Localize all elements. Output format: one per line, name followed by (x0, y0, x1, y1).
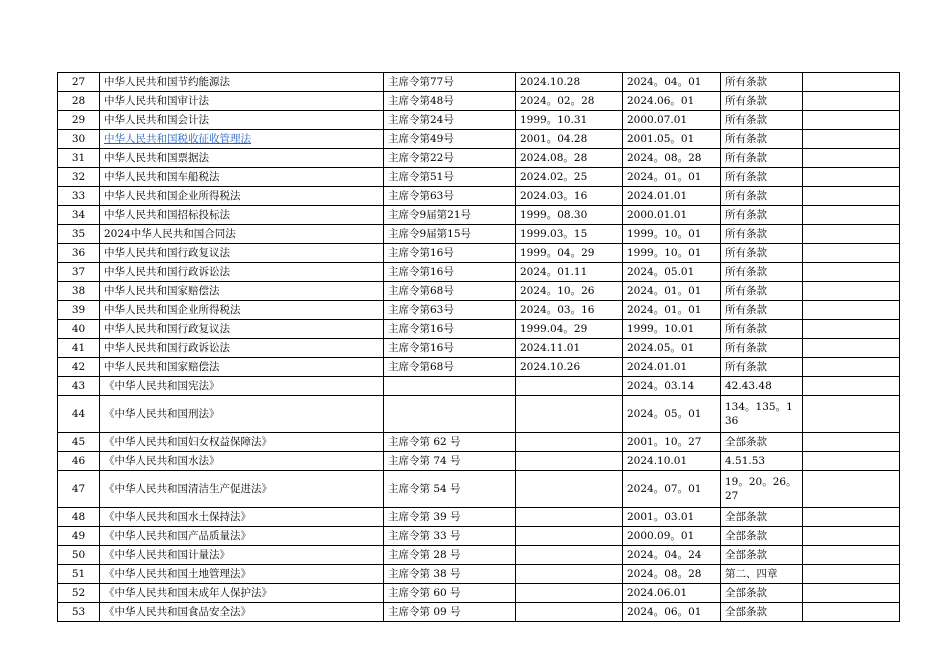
effective-date-cell: 2024.05。01 (623, 339, 721, 358)
applicable-clauses-cell: 所有条款 (721, 111, 803, 130)
table-row (58, 244, 900, 263)
row-number-cell: 39 (58, 301, 100, 320)
row-number-cell: 33 (58, 187, 100, 206)
law-name-cell: 中华人民共和国会计法 (100, 111, 384, 130)
remarks-cell (803, 358, 900, 377)
table-row (58, 320, 900, 339)
applicable-clauses-cell: 全部条款 (721, 527, 803, 546)
decree-number-cell: 主席令第16号 (384, 320, 516, 339)
issue-date-cell: 2024。01.11 (516, 263, 623, 282)
row-number-cell: 29 (58, 111, 100, 130)
remarks-cell (803, 111, 900, 130)
remarks-cell (803, 377, 900, 396)
applicable-clauses-cell: 134。135。136 (721, 396, 803, 433)
law-name-cell: 《中华人民共和国宪法》 (100, 377, 384, 396)
remarks-cell (803, 92, 900, 111)
law-name-cell: 《中华人民共和国水法》 (100, 452, 384, 471)
effective-date-cell: 2024。05。01 (623, 396, 721, 433)
issue-date-cell: 2001。04.28 (516, 130, 623, 149)
applicable-clauses-cell: 19。20。26。27 (721, 471, 803, 508)
row-number-cell: 47 (58, 471, 100, 508)
table-row (58, 225, 900, 244)
applicable-clauses-cell: 所有条款 (721, 92, 803, 111)
law-name-cell: 《中华人民共和国妇女权益保障法》 (100, 433, 384, 452)
applicable-clauses-cell: 所有条款 (721, 301, 803, 320)
table-row (58, 282, 900, 301)
regulations-table-body (58, 73, 900, 622)
issue-date-cell (516, 452, 623, 471)
remarks-cell (803, 263, 900, 282)
issue-date-cell: 1999。04。29 (516, 244, 623, 263)
effective-date-cell: 1999。10。01 (623, 244, 721, 263)
row-number-cell: 30 (58, 130, 100, 149)
law-name-cell: 《中华人民共和国水土保持法》 (100, 508, 384, 527)
issue-date-cell: 2024。02。28 (516, 92, 623, 111)
remarks-cell (803, 149, 900, 168)
remarks-cell (803, 396, 900, 433)
row-number-cell: 34 (58, 206, 100, 225)
law-name-cell: 《中华人民共和国产品质量法》 (100, 527, 384, 546)
remarks-cell (803, 130, 900, 149)
law-name-cell: 《中华人民共和国清洁生产促进法》 (100, 471, 384, 508)
issue-date-cell (516, 603, 623, 622)
applicable-clauses-cell: 所有条款 (721, 168, 803, 187)
remarks-cell (803, 168, 900, 187)
table-row (58, 130, 900, 149)
decree-number-cell: 主席令第63号 (384, 187, 516, 206)
decree-number-cell: 主席令第 38 号 (384, 565, 516, 584)
issue-date-cell: 2024.02。25 (516, 168, 623, 187)
applicable-clauses-cell: 所有条款 (721, 149, 803, 168)
remarks-cell (803, 433, 900, 452)
law-name-cell: 中华人民共和国招标投标法 (100, 206, 384, 225)
issue-date-cell (516, 471, 623, 508)
issue-date-cell: 2024.11.01 (516, 339, 623, 358)
table-row (58, 546, 900, 565)
effective-date-cell: 2001。10。27 (623, 433, 721, 452)
law-name-cell: 《中华人民共和国未成年人保护法》 (100, 584, 384, 603)
decree-number-cell: 主席令第77号 (384, 73, 516, 92)
law-name-cell: 中华人民共和国企业所得税法 (100, 301, 384, 320)
remarks-cell (803, 471, 900, 508)
remarks-cell (803, 584, 900, 603)
row-number-cell: 42 (58, 358, 100, 377)
decree-number-cell (384, 396, 516, 433)
row-number-cell: 52 (58, 584, 100, 603)
decree-number-cell (384, 377, 516, 396)
law-name-cell: 中华人民共和国行政复议法 (100, 320, 384, 339)
applicable-clauses-cell: 42.43.48 (721, 377, 803, 396)
effective-date-cell: 2024.10.01 (623, 452, 721, 471)
row-number-cell: 31 (58, 149, 100, 168)
law-name-link[interactable]: 中华人民共和国税收征收管理法 (104, 133, 251, 145)
applicable-clauses-cell: 所有条款 (721, 320, 803, 339)
applicable-clauses-cell: 全部条款 (721, 584, 803, 603)
remarks-cell (803, 301, 900, 320)
effective-date-cell: 2024.06。01 (623, 92, 721, 111)
effective-date-cell: 2024。06。01 (623, 603, 721, 622)
row-number-cell: 37 (58, 263, 100, 282)
remarks-cell (803, 73, 900, 92)
remarks-cell (803, 546, 900, 565)
row-number-cell: 53 (58, 603, 100, 622)
table-row (58, 452, 900, 471)
remarks-cell (803, 225, 900, 244)
issue-date-cell: 2024.10.26 (516, 358, 623, 377)
row-number-cell: 50 (58, 546, 100, 565)
row-number-cell: 27 (58, 73, 100, 92)
applicable-clauses-cell: 所有条款 (721, 130, 803, 149)
row-number-cell: 44 (58, 396, 100, 433)
law-name-cell: 中华人民共和国行政复议法 (100, 244, 384, 263)
effective-date-cell: 2001。03.01 (623, 508, 721, 527)
law-name-cell: 中华人民共和国节约能源法 (100, 73, 384, 92)
decree-number-cell: 主席令第 74 号 (384, 452, 516, 471)
table-row (58, 263, 900, 282)
law-name-cell: 中华人民共和国行政诉讼法 (100, 339, 384, 358)
decree-number-cell: 主席令第 09 号 (384, 603, 516, 622)
law-name-cell: 中华人民共和国票据法 (100, 149, 384, 168)
issue-date-cell: 1999。08.30 (516, 206, 623, 225)
decree-number-cell: 主席令第16号 (384, 339, 516, 358)
applicable-clauses-cell: 所有条款 (721, 282, 803, 301)
law-name-cell: 中华人民共和国行政诉讼法 (100, 263, 384, 282)
row-number-cell: 36 (58, 244, 100, 263)
remarks-cell (803, 508, 900, 527)
issue-date-cell: 2024.03。16 (516, 187, 623, 206)
applicable-clauses-cell: 第二、四章 (721, 565, 803, 584)
law-name-cell: 2024中华人民共和国合同法 (100, 225, 384, 244)
remarks-cell (803, 339, 900, 358)
effective-date-cell: 2024。07。01 (623, 471, 721, 508)
issue-date-cell: 2024。10。26 (516, 282, 623, 301)
remarks-cell (803, 320, 900, 339)
issue-date-cell: 2024。03。16 (516, 301, 623, 320)
effective-date-cell: 2001.05。01 (623, 130, 721, 149)
row-number-cell: 46 (58, 452, 100, 471)
decree-number-cell: 主席令第49号 (384, 130, 516, 149)
table-row (58, 339, 900, 358)
issue-date-cell: 2024.08。28 (516, 149, 623, 168)
row-number-cell: 45 (58, 433, 100, 452)
law-name-cell: 《中华人民共和国刑法》 (100, 396, 384, 433)
row-number-cell: 51 (58, 565, 100, 584)
issue-date-cell: 1999.04。29 (516, 320, 623, 339)
table-row (58, 527, 900, 546)
applicable-clauses-cell: 全部条款 (721, 603, 803, 622)
law-name-cell: 《中华人民共和国食品安全法》 (100, 603, 384, 622)
remarks-cell (803, 187, 900, 206)
effective-date-cell: 2024。01。01 (623, 282, 721, 301)
effective-date-cell: 1999。10。01 (623, 225, 721, 244)
applicable-clauses-cell: 全部条款 (721, 546, 803, 565)
decree-number-cell: 主席令第51号 (384, 168, 516, 187)
applicable-clauses-cell: 全部条款 (721, 433, 803, 452)
table-row (58, 73, 900, 92)
effective-date-cell: 2024.01.01 (623, 187, 721, 206)
effective-date-cell: 2024。01。01 (623, 168, 721, 187)
decree-number-cell: 主席令第22号 (384, 149, 516, 168)
decree-number-cell: 主席令第 39 号 (384, 508, 516, 527)
decree-number-cell: 主席令9届第21号 (384, 206, 516, 225)
remarks-cell (803, 452, 900, 471)
decree-number-cell: 主席令第 62 号 (384, 433, 516, 452)
issue-date-cell (516, 565, 623, 584)
effective-date-cell: 1999。10.01 (623, 320, 721, 339)
issue-date-cell (516, 377, 623, 396)
table-row (58, 565, 900, 584)
applicable-clauses-cell: 所有条款 (721, 225, 803, 244)
applicable-clauses-cell: 全部条款 (721, 508, 803, 527)
remarks-cell (803, 244, 900, 263)
table-row (58, 92, 900, 111)
remarks-cell (803, 206, 900, 225)
decree-number-cell: 主席令第68号 (384, 282, 516, 301)
law-name-cell: 中华人民共和国家赔偿法 (100, 282, 384, 301)
applicable-clauses-cell: 所有条款 (721, 206, 803, 225)
law-name-cell: 《中华人民共和国土地管理法》 (100, 565, 384, 584)
decree-number-cell: 主席令第68号 (384, 358, 516, 377)
applicable-clauses-cell: 4.51.53 (721, 452, 803, 471)
decree-number-cell: 主席令第 33 号 (384, 527, 516, 546)
issue-date-cell: 1999.03。15 (516, 225, 623, 244)
remarks-cell (803, 603, 900, 622)
decree-number-cell: 主席令第16号 (384, 244, 516, 263)
effective-date-cell: 2000.07.01 (623, 111, 721, 130)
issue-date-cell: 2024.10.28 (516, 73, 623, 92)
applicable-clauses-cell: 所有条款 (721, 244, 803, 263)
applicable-clauses-cell: 所有条款 (721, 187, 803, 206)
applicable-clauses-cell: 所有条款 (721, 358, 803, 377)
decree-number-cell: 主席令第 60 号 (384, 584, 516, 603)
effective-date-cell: 2000.01.01 (623, 206, 721, 225)
remarks-cell (803, 527, 900, 546)
row-number-cell: 35 (58, 225, 100, 244)
remarks-cell (803, 565, 900, 584)
table-row (58, 168, 900, 187)
remarks-cell (803, 282, 900, 301)
applicable-clauses-cell: 所有条款 (721, 339, 803, 358)
row-number-cell: 38 (58, 282, 100, 301)
row-number-cell: 32 (58, 168, 100, 187)
decree-number-cell: 主席令第 28 号 (384, 546, 516, 565)
table-row (58, 187, 900, 206)
decree-number-cell: 主席令第63号 (384, 301, 516, 320)
effective-date-cell: 2024。04。01 (623, 73, 721, 92)
issue-date-cell (516, 433, 623, 452)
effective-date-cell: 2024。01。01 (623, 301, 721, 320)
table-row (58, 433, 900, 452)
row-number-cell: 49 (58, 527, 100, 546)
table-row (58, 301, 900, 320)
row-number-cell: 40 (58, 320, 100, 339)
issue-date-cell (516, 527, 623, 546)
law-name-cell: 中华人民共和国家赔偿法 (100, 358, 384, 377)
law-name-cell[interactable] (100, 130, 384, 149)
issue-date-cell: 1999。10.31 (516, 111, 623, 130)
table-row (58, 471, 900, 508)
decree-number-cell: 主席令9届第15号 (384, 225, 516, 244)
table-row (58, 396, 900, 433)
applicable-clauses-cell: 所有条款 (721, 73, 803, 92)
row-number-cell: 41 (58, 339, 100, 358)
table-row (58, 508, 900, 527)
table-row (58, 603, 900, 622)
row-number-cell: 48 (58, 508, 100, 527)
effective-date-cell: 2024.06.01 (623, 584, 721, 603)
regulations-table (57, 72, 900, 622)
law-name-cell: 中华人民共和国审计法 (100, 92, 384, 111)
issue-date-cell (516, 396, 623, 433)
decree-number-cell: 主席令第16号 (384, 263, 516, 282)
table-row (58, 358, 900, 377)
issue-date-cell (516, 546, 623, 565)
effective-date-cell: 2000.09。01 (623, 527, 721, 546)
effective-date-cell: 2024。04。24 (623, 546, 721, 565)
law-name-cell: 中华人民共和国车船税法 (100, 168, 384, 187)
effective-date-cell: 2024.01.01 (623, 358, 721, 377)
effective-date-cell: 2024。05.01 (623, 263, 721, 282)
issue-date-cell (516, 508, 623, 527)
applicable-clauses-cell: 所有条款 (721, 263, 803, 282)
law-name-cell: 《中华人民共和国计量法》 (100, 546, 384, 565)
table-row (58, 111, 900, 130)
law-name-cell: 中华人民共和国企业所得税法 (100, 187, 384, 206)
effective-date-cell: 2024。08。28 (623, 565, 721, 584)
table-row (58, 206, 900, 225)
table-row (58, 149, 900, 168)
issue-date-cell (516, 584, 623, 603)
decree-number-cell: 主席令第 54 号 (384, 471, 516, 508)
row-number-cell: 28 (58, 92, 100, 111)
decree-number-cell: 主席令第24号 (384, 111, 516, 130)
decree-number-cell: 主席令第48号 (384, 92, 516, 111)
effective-date-cell: 2024。08。28 (623, 149, 721, 168)
table-row (58, 377, 900, 396)
effective-date-cell: 2024。03.14 (623, 377, 721, 396)
row-number-cell: 43 (58, 377, 100, 396)
table-row (58, 584, 900, 603)
